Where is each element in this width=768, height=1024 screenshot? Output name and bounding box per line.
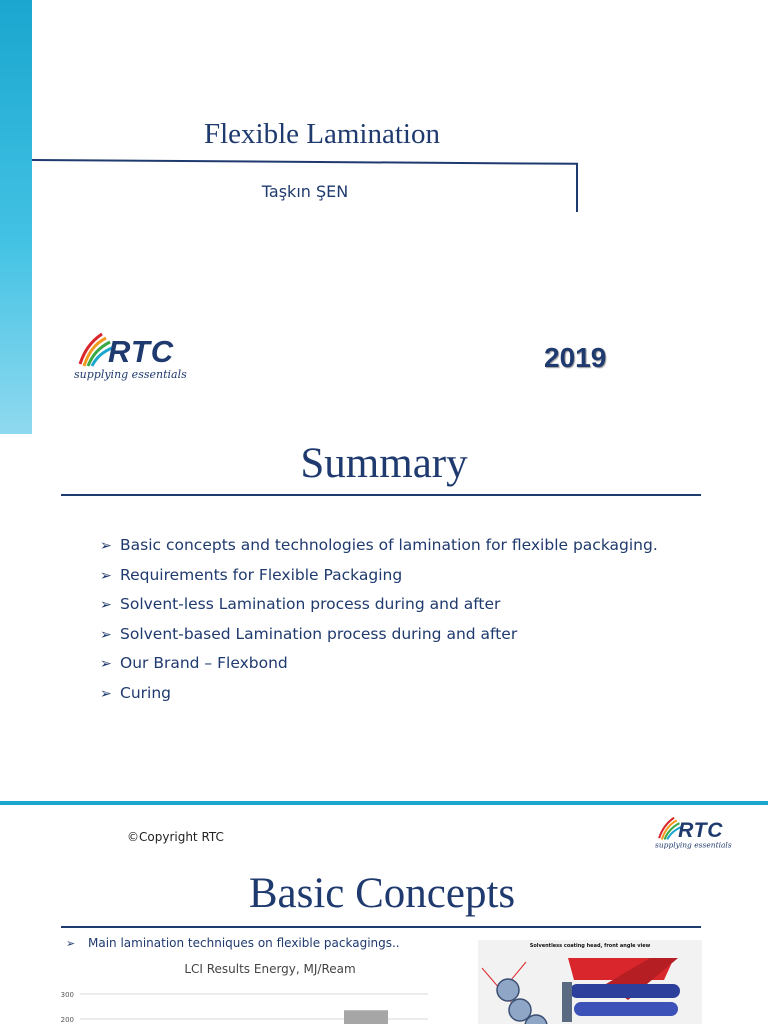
y-tick-label: 300 — [60, 991, 74, 999]
logo-tagline: supplying essentials — [655, 840, 732, 850]
list-item — [100, 624, 658, 654]
arrow-bullet-icon: ➢ — [100, 626, 112, 643]
lci-energy-chart — [40, 982, 430, 1024]
y-tick-label: 200 — [60, 1016, 74, 1024]
basic-concepts-bullet — [66, 936, 400, 950]
presentation-title: Flexible Lamination — [204, 118, 440, 150]
coating-head-photo — [478, 940, 702, 1024]
rtc-logo — [655, 815, 757, 854]
list-item — [100, 653, 658, 683]
slide-top-border — [0, 801, 768, 805]
list-item — [100, 535, 658, 565]
machine-illustration — [478, 940, 702, 1024]
arrow-bullet-icon: ➢ — [100, 538, 112, 554]
slide-accent-bar — [0, 0, 32, 434]
summary-item-text: Our Brand – Flexbond — [120, 654, 288, 673]
arrow-bullet-icon: ➢ — [100, 685, 112, 702]
basic-concepts-title: Basic Concepts — [248, 870, 516, 917]
chart-bar — [344, 1010, 388, 1024]
summary-item-text: Solvent-less Lamination process during and after — [120, 595, 501, 614]
summary-item-text: Solvent-based Lamination process during and after — [120, 624, 518, 643]
summary-item-text: Requirements for Flexible Packaging — [120, 565, 403, 584]
logo-tagline: supplying essentials — [74, 368, 187, 381]
author-name: Taşkın ŞEN — [261, 182, 349, 201]
copyright-text: ©Copyright RTC — [127, 830, 224, 844]
arrow-bullet-icon: ➢ — [66, 937, 76, 950]
logo-brand: RTC — [108, 334, 175, 369]
list-item — [100, 683, 658, 713]
arrow-bullet-icon: ➢ — [100, 597, 112, 614]
chart-title: LCI Results Energy, MJ/Ream — [184, 962, 356, 976]
photo-caption: Solventless coating head, front angle view — [529, 943, 651, 949]
summary-title-rule — [61, 494, 701, 496]
arrow-bullet-icon: ➢ — [100, 567, 112, 584]
presentation-year: 2019 — [544, 342, 607, 373]
list-item — [100, 565, 658, 595]
rtc-logo — [74, 330, 224, 388]
logo-brand: RTC — [678, 817, 724, 842]
bullet-text: Main lamination techniques on flexible packagings.. — [88, 936, 400, 950]
summary-item-text: Basic concepts and technologies of lamination for flexible packaging. — [120, 536, 658, 554]
summary-list — [100, 535, 658, 713]
arrow-bullet-icon: ➢ — [100, 656, 112, 673]
list-item — [100, 594, 658, 624]
summary-item-text: Curing — [120, 683, 171, 702]
basic-concepts-rule — [61, 926, 701, 928]
summary-title: Summary — [300, 440, 468, 487]
